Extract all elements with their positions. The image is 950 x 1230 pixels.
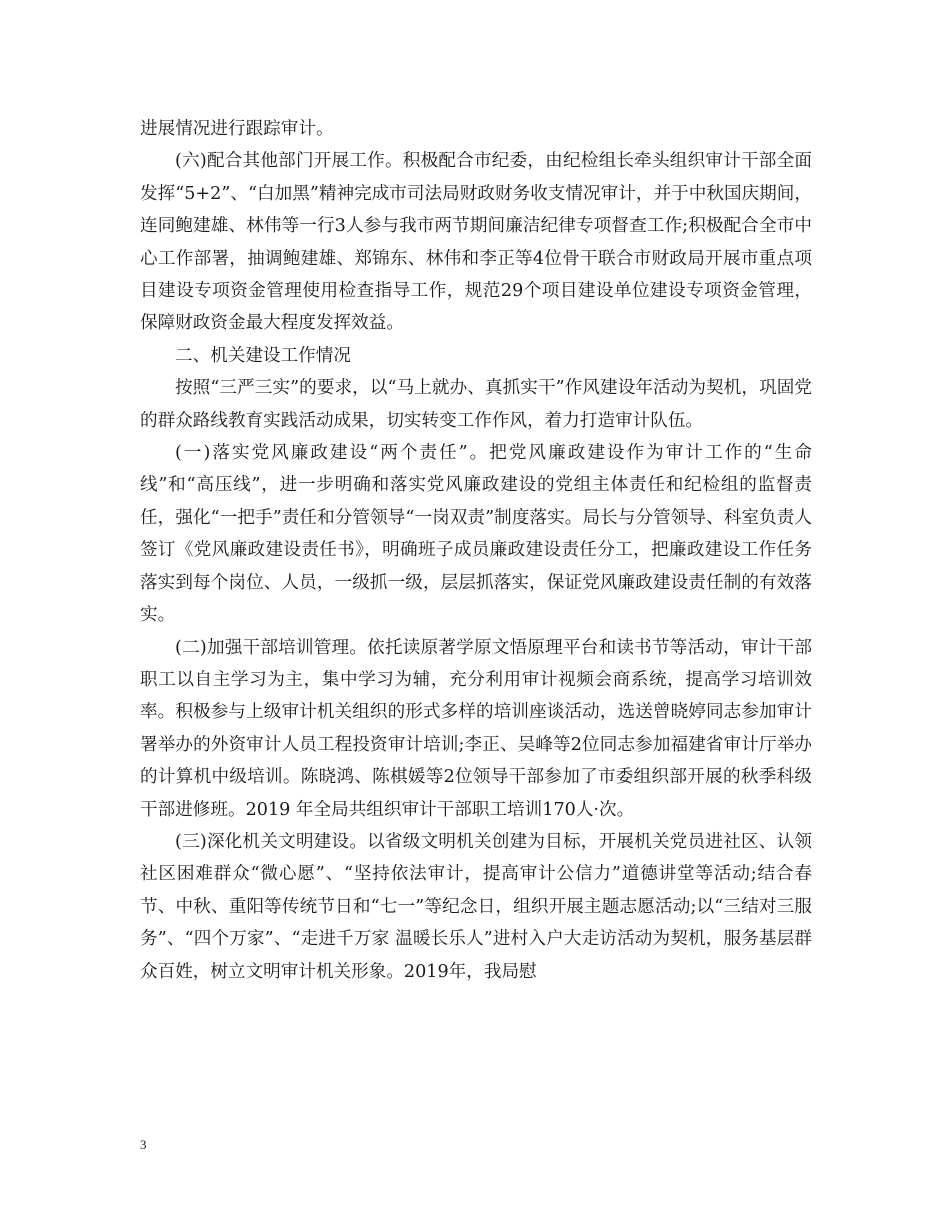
paragraph-integrity: (一)落实党风廉政建设“两个责任”。把党风廉政建设作为审计工作的“生命线”和“高压线”，进一步明确和落实党风廉政建设的党组主体责任和纪检组的监督责任，强化“一把手”责任和分管领导“一岗双责”制度落实。局长与分管领导、科室负责人签订《党风廉政建设责任书》，明确班子成员廉政建设责任分工，把廉政建设工作任务落实到每个岗位、人员，一级抓一级，层层抓落实，保证党风廉政建设责任制的有效落实。 <box>140 443 812 626</box>
paragraph-training: (二)加强干部培训管理。依托读原著学原文悟原理平台和读书节等活动，审计干部职工以自主学习为主，集中学习为辅，充分利用审计视频会商系统，提高学习培训效率。积极参与上级审计机关组织的形式多样的培训座谈活动，选送曾晓婷同志参加审计署举办的外资审计人员工程投资审计培训;李正、吴峰等2位同志参加福建省审计厅举办的计算机中级培训。陈晓鸿、陈棋媛等2位领导干部参加了市委组织部开展的秋季科级干部进修班。2019 年全局共组织审计干部职工培训170人·次。 <box>140 637 812 820</box>
paragraph-continuation: 进展情况进行跟踪审计。 <box>140 119 334 139</box>
paragraph-intro: 按照“三严三实”的要求，以“马上就办、真抓实干”作风建设年活动为契机，巩固党的群众路线教育实践活动成果，切实转变工作作风，着力打造审计队伍。 <box>140 378 812 431</box>
document-body <box>140 113 812 988</box>
paragraph-civilization: (三)深化机关文明建设。以省级文明机关创建为目标，开展机关党员进社区、认领社区困难群众“微心愿”、“坚持依法审计，提高审计公信力”道德讲堂等活动;结合春节、中秋、重阳等传统节日和“七一”等纪念日，组织开展主题志愿活动;以“三结对三服务”、“四个万家”、“走进千万家 温暖长乐人”进村入户大走访活动为契机，服务基层群众百姓，树立文明审计机关形象。2019年，我局慰 <box>140 831 812 982</box>
paragraph-cooperation: (六)配合其他部门开展工作。积极配合市纪委，由纪检组长牵头组织审计干部全面发挥“5+2”、“白加黑”精神完成市司法局财政财务收支情况审计，并于中秋国庆期间，连同鲍建雄、林伟等一行3人参与我市两节期间廉洁纪律专项督查工作;积极配合全市中心工作部署，抽调鲍建雄、郑锦东、林伟和李正等4位骨干联合市财政局开展市重点项目建设专项资金管理使用检查指导工作，规范29个项目建设单位建设专项资金管理，保障财政资金最大程度发挥效益。 <box>140 151 812 334</box>
section-heading: 二、机关建设工作情况 <box>175 345 351 366</box>
page-number: 3 <box>140 1137 147 1152</box>
